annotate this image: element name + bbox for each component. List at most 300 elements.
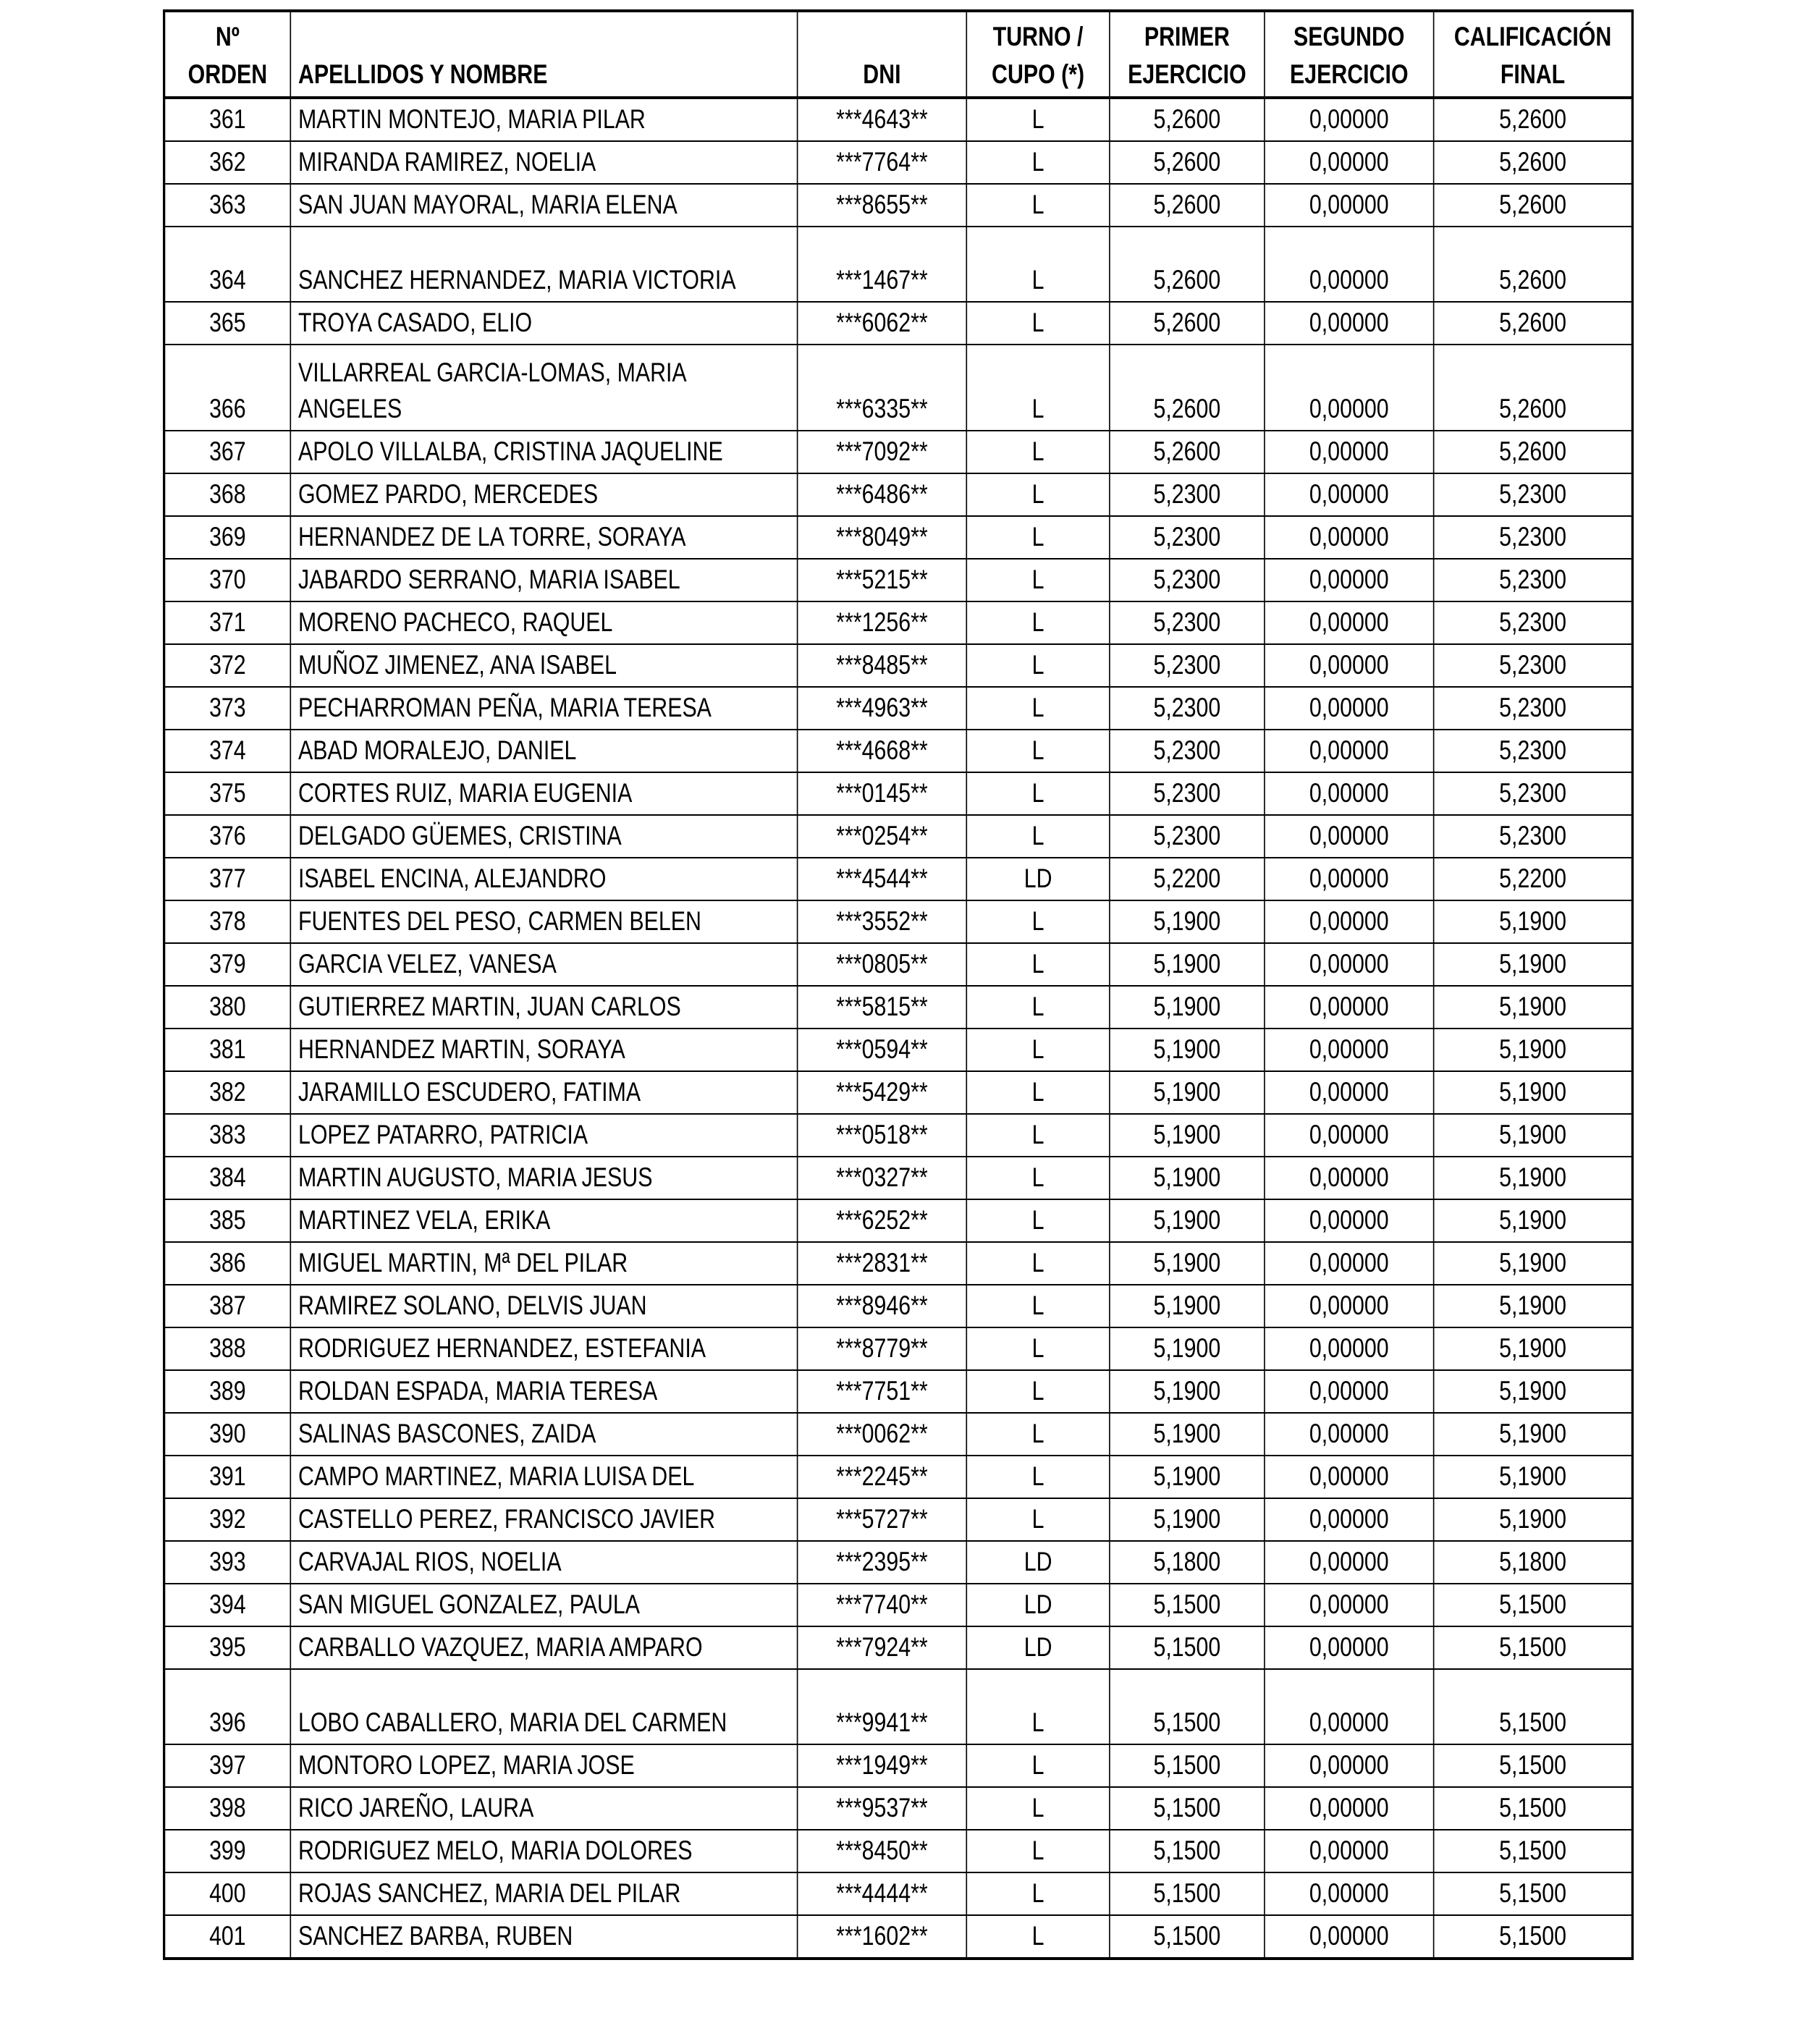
header-text: EJERCICIO — [1128, 59, 1246, 89]
header-text: CALIFICACIÓN — [1453, 22, 1612, 51]
turno-cell: L — [966, 1744, 1110, 1787]
orden-cell: 400 — [164, 1872, 291, 1915]
orden-cell: 365 — [164, 302, 291, 345]
primer-ejercicio-cell: 5,1500 — [1110, 1787, 1265, 1830]
orden-cell: 388 — [164, 1327, 291, 1370]
table-row — [164, 431, 1633, 473]
segundo-ejercicio-cell: 0,00000 — [1265, 815, 1434, 858]
header-orden — [164, 11, 291, 98]
name-cell: CASTELLO PEREZ, FRANCISCO JAVIER — [290, 1498, 797, 1541]
calificacion-final-cell: 5,1900 — [1434, 1029, 1633, 1071]
name-cell: CORTES RUIZ, MARIA EUGENIA — [290, 772, 797, 815]
primer-ejercicio-cell: 5,1900 — [1110, 1413, 1265, 1456]
orden-cell: 383 — [164, 1114, 291, 1157]
turno-cell: L — [966, 345, 1110, 431]
turno-cell: L — [966, 1498, 1110, 1541]
orden-cell: 392 — [164, 1498, 291, 1541]
dni-cell: ***8655** — [798, 184, 967, 227]
calificacion-final-cell: 5,2600 — [1434, 431, 1633, 473]
calificacion-final-cell: 5,2600 — [1434, 227, 1633, 302]
table-row — [164, 1370, 1633, 1413]
name-cell: RODRIGUEZ MELO, MARIA DOLORES — [290, 1830, 797, 1872]
orden-cell: 387 — [164, 1285, 291, 1327]
table-row — [164, 1787, 1633, 1830]
name-cell: MARTIN AUGUSTO, MARIA JESUS — [290, 1157, 797, 1199]
segundo-ejercicio-cell: 0,00000 — [1265, 141, 1434, 184]
segundo-ejercicio-cell: 0,00000 — [1265, 730, 1434, 772]
turno-cell: L — [966, 601, 1110, 644]
table-row — [164, 1285, 1633, 1327]
primer-ejercicio-cell: 5,1900 — [1110, 1370, 1265, 1413]
segundo-ejercicio-cell: 0,00000 — [1265, 1498, 1434, 1541]
table-row — [164, 184, 1633, 227]
turno-cell: L — [966, 1114, 1110, 1157]
orden-cell: 401 — [164, 1915, 291, 1959]
calificacion-final-cell: 5,1900 — [1434, 1157, 1633, 1199]
orden-cell: 371 — [164, 601, 291, 644]
calificacion-final-cell: 5,1500 — [1434, 1915, 1633, 1959]
results-table — [163, 9, 1634, 1960]
turno-cell: L — [966, 1830, 1110, 1872]
header-final — [1434, 11, 1633, 98]
calificacion-final-cell: 5,2600 — [1434, 345, 1633, 431]
table-row — [164, 1413, 1633, 1456]
calificacion-final-cell: 5,2300 — [1434, 473, 1633, 516]
name-cell: MORENO PACHECO, RAQUEL — [290, 601, 797, 644]
segundo-ejercicio-cell: 0,00000 — [1265, 1029, 1434, 1071]
orden-cell: 361 — [164, 98, 291, 141]
dni-cell: ***0518** — [798, 1114, 967, 1157]
segundo-ejercicio-cell: 0,00000 — [1265, 1413, 1434, 1456]
dni-cell: ***9537** — [798, 1787, 967, 1830]
dni-cell: ***8485** — [798, 644, 967, 687]
calificacion-final-cell: 5,2600 — [1434, 302, 1633, 345]
header-nombre: APELLIDOS Y NOMBRE — [290, 11, 797, 98]
header-turno — [966, 11, 1110, 98]
segundo-ejercicio-cell: 0,00000 — [1265, 601, 1434, 644]
name-cell: DELGADO GÜEMES, CRISTINA — [290, 815, 797, 858]
calificacion-final-cell: 5,1900 — [1434, 1285, 1633, 1327]
segundo-ejercicio-cell: 0,00000 — [1265, 1744, 1434, 1787]
dni-cell: ***0327** — [798, 1157, 967, 1199]
table-row — [164, 559, 1633, 601]
turno-cell: L — [966, 1199, 1110, 1242]
calificacion-final-cell: 5,1900 — [1434, 943, 1633, 986]
primer-ejercicio-cell: 5,1500 — [1110, 1669, 1265, 1744]
name-cell: LOPEZ PATARRO, PATRICIA — [290, 1114, 797, 1157]
header-text: TURNO / — [992, 22, 1084, 51]
dni-cell: ***5815** — [798, 986, 967, 1029]
primer-ejercicio-cell: 5,1900 — [1110, 1199, 1265, 1242]
dni-cell: ***1467** — [798, 227, 967, 302]
table-body — [164, 98, 1633, 1959]
dni-cell: ***4643** — [798, 98, 967, 141]
name-cell: SAN JUAN MAYORAL, MARIA ELENA — [290, 184, 797, 227]
orden-cell: 378 — [164, 900, 291, 943]
dni-cell: ***6252** — [798, 1199, 967, 1242]
segundo-ejercicio-cell: 0,00000 — [1265, 1242, 1434, 1285]
dni-cell: ***4544** — [798, 858, 967, 900]
calificacion-final-cell: 5,1900 — [1434, 986, 1633, 1029]
orden-cell: 394 — [164, 1584, 291, 1626]
turno-cell: L — [966, 772, 1110, 815]
primer-ejercicio-cell: 5,2300 — [1110, 473, 1265, 516]
table-row — [164, 98, 1633, 141]
segundo-ejercicio-cell: 0,00000 — [1265, 431, 1434, 473]
primer-ejercicio-cell: 5,1500 — [1110, 1626, 1265, 1669]
segundo-ejercicio-cell: 0,00000 — [1265, 1199, 1434, 1242]
turno-cell: LD — [966, 1584, 1110, 1626]
calificacion-final-cell: 5,1800 — [1434, 1541, 1633, 1584]
orden-cell: 384 — [164, 1157, 291, 1199]
dni-cell: ***0062** — [798, 1413, 967, 1456]
calificacion-final-cell: 5,1500 — [1434, 1872, 1633, 1915]
name-cell: GOMEZ PARDO, MERCEDES — [290, 473, 797, 516]
dni-cell: ***2831** — [798, 1242, 967, 1285]
table-row — [164, 1669, 1633, 1744]
turno-cell: L — [966, 1872, 1110, 1915]
orden-cell: 390 — [164, 1413, 291, 1456]
turno-cell: L — [966, 1327, 1110, 1370]
turno-cell: L — [966, 1029, 1110, 1071]
dni-cell: ***6062** — [798, 302, 967, 345]
turno-cell: L — [966, 900, 1110, 943]
orden-cell: 366 — [164, 345, 291, 431]
dni-cell: ***4444** — [798, 1872, 967, 1915]
table-row — [164, 1071, 1633, 1114]
table-row — [164, 1029, 1633, 1071]
dni-cell: ***2395** — [798, 1541, 967, 1584]
name-cell: SANCHEZ HERNANDEZ, MARIA VICTORIA — [290, 227, 797, 302]
header-row — [164, 11, 1633, 98]
calificacion-final-cell: 5,2600 — [1434, 184, 1633, 227]
name-cell: RODRIGUEZ HERNANDEZ, ESTEFANIA — [290, 1327, 797, 1370]
segundo-ejercicio-cell: 0,00000 — [1265, 1626, 1434, 1669]
orden-cell: 386 — [164, 1242, 291, 1285]
primer-ejercicio-cell: 5,2600 — [1110, 431, 1265, 473]
dni-cell: ***5215** — [798, 559, 967, 601]
header-primer — [1110, 11, 1265, 98]
table-row — [164, 1744, 1633, 1787]
name-cell: ROLDAN ESPADA, MARIA TERESA — [290, 1370, 797, 1413]
turno-cell: L — [966, 98, 1110, 141]
primer-ejercicio-cell: 5,1500 — [1110, 1915, 1265, 1959]
name-cell: MARTIN MONTEJO, MARIA PILAR — [290, 98, 797, 141]
orden-cell: 389 — [164, 1370, 291, 1413]
table-row — [164, 943, 1633, 986]
calificacion-final-cell: 5,1900 — [1434, 1413, 1633, 1456]
name-cell: LOBO CABALLERO, MARIA DEL CARMEN — [290, 1669, 797, 1744]
table-row — [164, 1157, 1633, 1199]
orden-cell: 367 — [164, 431, 291, 473]
orden-cell: 377 — [164, 858, 291, 900]
turno-cell: L — [966, 559, 1110, 601]
turno-cell: LD — [966, 1541, 1110, 1584]
turno-cell: L — [966, 302, 1110, 345]
dni-cell: ***6335** — [798, 345, 967, 431]
primer-ejercicio-cell: 5,2200 — [1110, 858, 1265, 900]
table-row — [164, 1541, 1633, 1584]
dni-cell: ***8049** — [798, 516, 967, 559]
primer-ejercicio-cell: 5,2300 — [1110, 730, 1265, 772]
calificacion-final-cell: 5,2300 — [1434, 516, 1633, 559]
calificacion-final-cell: 5,1500 — [1434, 1787, 1633, 1830]
calificacion-final-cell: 5,1900 — [1434, 1114, 1633, 1157]
turno-cell: L — [966, 1787, 1110, 1830]
segundo-ejercicio-cell: 0,00000 — [1265, 772, 1434, 815]
name-cell: SAN MIGUEL GONZALEZ, PAULA — [290, 1584, 797, 1626]
name-cell: SALINAS BASCONES, ZAIDA — [290, 1413, 797, 1456]
calificacion-final-cell: 5,2300 — [1434, 559, 1633, 601]
turno-cell: L — [966, 1456, 1110, 1498]
header-dni: DNI — [798, 11, 967, 98]
primer-ejercicio-cell: 5,2600 — [1110, 141, 1265, 184]
primer-ejercicio-cell: 5,2300 — [1110, 815, 1265, 858]
orden-cell: 391 — [164, 1456, 291, 1498]
segundo-ejercicio-cell: 0,00000 — [1265, 1071, 1434, 1114]
segundo-ejercicio-cell: 0,00000 — [1265, 1915, 1434, 1959]
primer-ejercicio-cell: 5,2300 — [1110, 687, 1265, 730]
calificacion-final-cell: 5,1500 — [1434, 1830, 1633, 1872]
table-row — [164, 730, 1633, 772]
orden-cell: 362 — [164, 141, 291, 184]
turno-cell: L — [966, 1413, 1110, 1456]
calificacion-final-cell: 5,2300 — [1434, 601, 1633, 644]
dni-cell: ***0594** — [798, 1029, 967, 1071]
table-row — [164, 1872, 1633, 1915]
table-row — [164, 772, 1633, 815]
turno-cell: L — [966, 1285, 1110, 1327]
segundo-ejercicio-cell: 0,00000 — [1265, 1114, 1434, 1157]
segundo-ejercicio-cell: 0,00000 — [1265, 986, 1434, 1029]
primer-ejercicio-cell: 5,1500 — [1110, 1744, 1265, 1787]
name-cell: JARAMILLO ESCUDERO, FATIMA — [290, 1071, 797, 1114]
table-row — [164, 1830, 1633, 1872]
name-cell: ABAD MORALEJO, DANIEL — [290, 730, 797, 772]
calificacion-final-cell: 5,2300 — [1434, 644, 1633, 687]
dni-cell: ***8779** — [798, 1327, 967, 1370]
calificacion-final-cell: 5,1900 — [1434, 1327, 1633, 1370]
name-cell: HERNANDEZ MARTIN, SORAYA — [290, 1029, 797, 1071]
header-text: PRIMER — [1144, 22, 1230, 51]
segundo-ejercicio-cell: 0,00000 — [1265, 1872, 1434, 1915]
primer-ejercicio-cell: 5,1900 — [1110, 986, 1265, 1029]
primer-ejercicio-cell: 5,2300 — [1110, 772, 1265, 815]
primer-ejercicio-cell: 5,2600 — [1110, 302, 1265, 345]
segundo-ejercicio-cell: 0,00000 — [1265, 473, 1434, 516]
dni-cell: ***7740** — [798, 1584, 967, 1626]
header-text: ORDEN — [187, 59, 268, 89]
segundo-ejercicio-cell: 0,00000 — [1265, 1584, 1434, 1626]
primer-ejercicio-cell: 5,1900 — [1110, 900, 1265, 943]
calificacion-final-cell: 5,1500 — [1434, 1669, 1633, 1744]
segundo-ejercicio-cell: 0,00000 — [1265, 1370, 1434, 1413]
table-row — [164, 302, 1633, 345]
calificacion-final-cell: 5,1900 — [1434, 1370, 1633, 1413]
turno-cell: L — [966, 184, 1110, 227]
dni-cell: ***5727** — [798, 1498, 967, 1541]
dni-cell: ***1256** — [798, 601, 967, 644]
name-cell: MONTORO LOPEZ, MARIA JOSE — [290, 1744, 797, 1787]
turno-cell: L — [966, 1242, 1110, 1285]
dni-cell: ***7751** — [798, 1370, 967, 1413]
name-cell: ROJAS SANCHEZ, MARIA DEL PILAR — [290, 1872, 797, 1915]
turno-cell: L — [966, 644, 1110, 687]
primer-ejercicio-cell: 5,1900 — [1110, 1029, 1265, 1071]
segundo-ejercicio-cell: 0,00000 — [1265, 644, 1434, 687]
calificacion-final-cell: 5,2600 — [1434, 98, 1633, 141]
orden-cell: 395 — [164, 1626, 291, 1669]
table-row — [164, 1242, 1633, 1285]
name-cell: RAMIREZ SOLANO, DELVIS JUAN — [290, 1285, 797, 1327]
name-cell: CARBALLO VAZQUEZ, MARIA AMPARO — [290, 1626, 797, 1669]
turno-cell: L — [966, 227, 1110, 302]
dni-cell: ***0254** — [798, 815, 967, 858]
header-text: SEGUNDO — [1293, 22, 1405, 51]
header-text: Nº — [215, 22, 240, 51]
table-row — [164, 601, 1633, 644]
calificacion-final-cell: 5,1900 — [1434, 1242, 1633, 1285]
turno-cell: L — [966, 1915, 1110, 1959]
calificacion-final-cell: 5,1500 — [1434, 1744, 1633, 1787]
orden-cell: 363 — [164, 184, 291, 227]
orden-cell: 375 — [164, 772, 291, 815]
primer-ejercicio-cell: 5,1900 — [1110, 1114, 1265, 1157]
segundo-ejercicio-cell: 0,00000 — [1265, 1669, 1434, 1744]
header-segundo — [1265, 11, 1434, 98]
table-row — [164, 986, 1633, 1029]
primer-ejercicio-cell: 5,1900 — [1110, 1157, 1265, 1199]
calificacion-final-cell: 5,1900 — [1434, 1199, 1633, 1242]
results-table-container — [163, 9, 1632, 1960]
name-cell: MIGUEL MARTIN, Mª DEL PILAR — [290, 1242, 797, 1285]
turno-cell: L — [966, 1669, 1110, 1744]
primer-ejercicio-cell: 5,2600 — [1110, 184, 1265, 227]
name-cell: TROYA CASADO, ELIO — [290, 302, 797, 345]
header-text: CUPO (*) — [992, 59, 1085, 89]
segundo-ejercicio-cell: 0,00000 — [1265, 1285, 1434, 1327]
segundo-ejercicio-cell: 0,00000 — [1265, 858, 1434, 900]
segundo-ejercicio-cell: 0,00000 — [1265, 1157, 1434, 1199]
segundo-ejercicio-cell: 0,00000 — [1265, 1541, 1434, 1584]
segundo-ejercicio-cell: 0,00000 — [1265, 559, 1434, 601]
table-row — [164, 1199, 1633, 1242]
segundo-ejercicio-cell: 0,00000 — [1265, 1787, 1434, 1830]
orden-cell: 380 — [164, 986, 291, 1029]
name-cell: HERNANDEZ DE LA TORRE, SORAYA — [290, 516, 797, 559]
name-cell: VILLARREAL GARCIA-LOMAS, MARIA ANGELES — [290, 345, 797, 431]
primer-ejercicio-cell: 5,1900 — [1110, 1242, 1265, 1285]
primer-ejercicio-cell: 5,2300 — [1110, 644, 1265, 687]
primer-ejercicio-cell: 5,1900 — [1110, 1327, 1265, 1370]
calificacion-final-cell: 5,1500 — [1434, 1626, 1633, 1669]
table-row — [164, 1498, 1633, 1541]
name-cell: CAMPO MARTINEZ, MARIA LUISA DEL — [290, 1456, 797, 1498]
orden-cell: 382 — [164, 1071, 291, 1114]
table-row — [164, 141, 1633, 184]
orden-cell: 396 — [164, 1669, 291, 1744]
calificacion-final-cell: 5,1500 — [1434, 1584, 1633, 1626]
segundo-ejercicio-cell: 0,00000 — [1265, 1327, 1434, 1370]
name-cell: SANCHEZ BARBA, RUBEN — [290, 1915, 797, 1959]
primer-ejercicio-cell: 5,1900 — [1110, 1498, 1265, 1541]
segundo-ejercicio-cell: 0,00000 — [1265, 943, 1434, 986]
dni-cell: ***7924** — [798, 1626, 967, 1669]
dni-cell: ***7764** — [798, 141, 967, 184]
table-row — [164, 900, 1633, 943]
dni-cell: ***8450** — [798, 1830, 967, 1872]
calificacion-final-cell: 5,1900 — [1434, 1498, 1633, 1541]
segundo-ejercicio-cell: 0,00000 — [1265, 687, 1434, 730]
segundo-ejercicio-cell: 0,00000 — [1265, 184, 1434, 227]
primer-ejercicio-cell: 5,1900 — [1110, 943, 1265, 986]
name-cell: ISABEL ENCINA, ALEJANDRO — [290, 858, 797, 900]
orden-cell: 398 — [164, 1787, 291, 1830]
table-row — [164, 815, 1633, 858]
turno-cell: L — [966, 1370, 1110, 1413]
turno-cell: LD — [966, 1626, 1110, 1669]
segundo-ejercicio-cell: 0,00000 — [1265, 1830, 1434, 1872]
name-cell: MUÑOZ JIMENEZ, ANA ISABEL — [290, 644, 797, 687]
orden-cell: 368 — [164, 473, 291, 516]
orden-cell: 364 — [164, 227, 291, 302]
orden-cell: 379 — [164, 943, 291, 986]
primer-ejercicio-cell: 5,2600 — [1110, 98, 1265, 141]
table-row — [164, 1584, 1633, 1626]
primer-ejercicio-cell: 5,1500 — [1110, 1830, 1265, 1872]
dni-cell: ***0805** — [798, 943, 967, 986]
calificacion-final-cell: 5,2300 — [1434, 687, 1633, 730]
orden-cell: 373 — [164, 687, 291, 730]
orden-cell: 372 — [164, 644, 291, 687]
dni-cell: ***1602** — [798, 1915, 967, 1959]
orden-cell: 376 — [164, 815, 291, 858]
primer-ejercicio-cell: 5,2300 — [1110, 601, 1265, 644]
table-row — [164, 516, 1633, 559]
turno-cell: L — [966, 986, 1110, 1029]
turno-cell: L — [966, 730, 1110, 772]
calificacion-final-cell: 5,2200 — [1434, 858, 1633, 900]
dni-cell: ***6486** — [798, 473, 967, 516]
header-text: FINAL — [1500, 59, 1566, 89]
turno-cell: L — [966, 431, 1110, 473]
dni-cell: ***5429** — [798, 1071, 967, 1114]
orden-cell: 393 — [164, 1541, 291, 1584]
calificacion-final-cell: 5,1900 — [1434, 1456, 1633, 1498]
table-row — [164, 644, 1633, 687]
turno-cell: L — [966, 473, 1110, 516]
calificacion-final-cell: 5,1900 — [1434, 1071, 1633, 1114]
table-row — [164, 1114, 1633, 1157]
name-cell: APOLO VILLALBA, CRISTINA JAQUELINE — [290, 431, 797, 473]
turno-cell: L — [966, 687, 1110, 730]
primer-ejercicio-cell: 5,1900 — [1110, 1456, 1265, 1498]
name-cell: CARVAJAL RIOS, NOELIA — [290, 1541, 797, 1584]
table-row — [164, 1456, 1633, 1498]
turno-cell: LD — [966, 858, 1110, 900]
primer-ejercicio-cell: 5,2300 — [1110, 559, 1265, 601]
segundo-ejercicio-cell: 0,00000 — [1265, 98, 1434, 141]
segundo-ejercicio-cell: 0,00000 — [1265, 345, 1434, 431]
name-cell: RICO JAREÑO, LAURA — [290, 1787, 797, 1830]
name-cell: FUENTES DEL PESO, CARMEN BELEN — [290, 900, 797, 943]
segundo-ejercicio-cell: 0,00000 — [1265, 1456, 1434, 1498]
calificacion-final-cell: 5,2300 — [1434, 815, 1633, 858]
orden-cell: 370 — [164, 559, 291, 601]
name-cell: MIRANDA RAMIREZ, NOELIA — [290, 141, 797, 184]
table-row — [164, 1915, 1633, 1959]
dni-cell: ***8946** — [798, 1285, 967, 1327]
